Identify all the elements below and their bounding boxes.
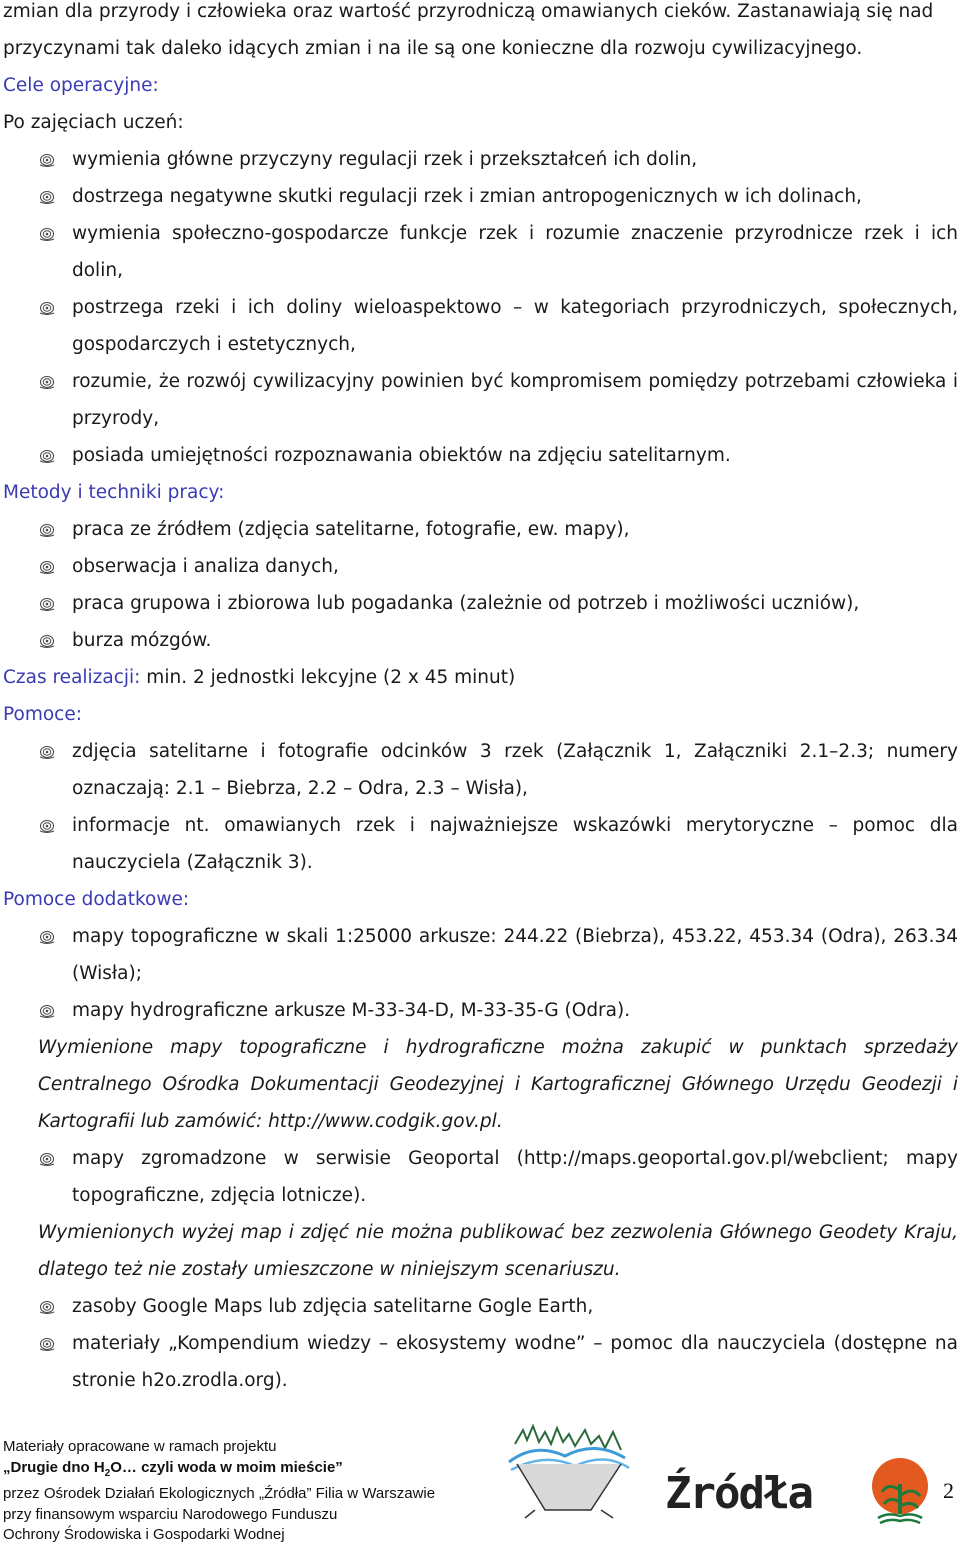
note-maps-purchase: Wymienione mapy topograficzne i hydrograficzne można zakupić w punktach sprzedaży Centralnego Ośrodka Dokumentacji Geodezyjnej i Kartograficznej Głównego Urzędu Geodezji i Kartografii lub zamówić: http://www.codgik.gov.pl.: [38, 1037, 958, 1132]
swirl-bullet-icon: [39, 153, 55, 167]
swirl-bullet-icon: [39, 227, 55, 241]
swirl-bullet-icon: [39, 1004, 55, 1018]
swirl-bullet-icon: [39, 375, 55, 389]
list-item: obserwacja i analiza danych,: [3, 548, 958, 585]
czas-realizacji: [3, 659, 958, 696]
cele-lead: Po zajęciach uczeń:: [3, 112, 184, 133]
section-heading-pomoce-dodatkowe: Pomoce dodatkowe:: [3, 889, 190, 910]
footer-line-5: Ochrony Środowiska i Gospodarki Wodnej: [3, 1526, 285, 1544]
document-body: [3, 0, 958, 1399]
swirl-bullet-icon: [39, 560, 55, 574]
swirl-bullet-icon: [39, 523, 55, 537]
swirl-bullet-icon: [39, 597, 55, 611]
list-item: informacje nt. omawianych rzek i najważniejsze wskazówki merytoryczne – pomoc dla nauczyciela (Załącznik 3).: [3, 807, 958, 881]
nfosigw-logo: [868, 1456, 932, 1526]
list-item: mapy topograficzne w skali 1:25000 arkusze: 244.22 (Biebrza), 453.22, 453.34 (Odra), 263.34 (Wisła);: [3, 918, 958, 992]
swirl-bullet-icon: [39, 449, 55, 463]
swirl-bullet-icon: [39, 930, 55, 944]
swirl-bullet-icon: [39, 190, 55, 204]
zrodla-logo-text: Źródła: [665, 1468, 812, 1519]
czas-value: min. 2 jednostki lekcyjne (2 x 45 minut): [140, 667, 516, 688]
zrodla-logo: [505, 1422, 850, 1520]
footer-credits: [3, 1437, 435, 1546]
list-item: zdjęcia satelitarne i fotografie odcinków 3 rzek (Załącznik 1, Załączniki 2.1–2.3; numery oznaczają: 2.1 – Biebrza, 2.2 – Odra, 2.3 – Wisła),: [3, 733, 958, 807]
swirl-bullet-icon: [39, 1152, 55, 1166]
intro-line-1: zmian dla przyrody i człowieka oraz wartość przyrodniczą omawianych cieków. Zastanawiają się nad: [3, 1, 934, 22]
list-item: praca grupowa i zbiorowa lub pogadanka (zależnie od potrzeb i możliwości uczniów),: [3, 585, 958, 622]
list-item: materiały „Kompendium wiedzy – ekosystemy wodne” – pomoc dla nauczyciela (dostępne na stronie h2o.zrodla.org).: [3, 1325, 958, 1399]
list-item: wymienia społeczno-gospodarcze funkcje rzek i rozumie znaczenie przyrodnicze rzek i ich dolin,: [3, 215, 958, 289]
swirl-bullet-icon: [39, 301, 55, 315]
footer-line-3: przez Ośrodek Działań Ekologicznych „Źródła” Filia w Warszawie: [3, 1485, 436, 1503]
list-item: mapy zgromadzone w serwisie Geoportal (http://maps.geoportal.gov.pl/webclient; mapy topograficzne, zdjęcia lotnicze).: [3, 1140, 958, 1214]
note-publication: Wymienionych wyżej map i zdjęć nie można publikować bez zezwolenia Głównego Geodety Kraju, dlatego też nie zostały umieszczone w niniejszym scenariuszu.: [38, 1222, 958, 1280]
section-heading-metody: Metody i techniki pracy:: [3, 482, 225, 503]
swirl-bullet-icon: [39, 634, 55, 648]
list-item: wymienia główne przyczyny regulacji rzek i przekształceń ich dolin,: [3, 141, 958, 178]
swirl-bullet-icon: [39, 1300, 55, 1314]
swirl-bullet-icon: [39, 819, 55, 833]
czas-label: Czas realizacji:: [3, 667, 141, 688]
swirl-bullet-icon: [39, 745, 55, 759]
list-item: postrzega rzeki i ich doliny wieloaspektowo – w kategoriach przyrodniczych, społecznych, gospodarczych i estetycznych,: [3, 289, 958, 363]
list-item: posiada umiejętności rozpoznawania obiektów na zdjęciu satelitarnym.: [3, 437, 958, 474]
list-item: burza mózgów.: [3, 622, 958, 659]
footer-line-1: Materiały opracowane w ramach projektu: [3, 1438, 277, 1455]
list-item: dostrzega negatywne skutki regulacji rzek i zmian antropogenicznych w ich dolinach,: [3, 178, 958, 215]
page-footer: [0, 1434, 960, 1548]
section-heading-pomoce: Pomoce:: [3, 704, 82, 725]
footer-project-title: „Drugie dno $H_2O\dots$ czyli woda w moim mieście”: [3, 1458, 343, 1479]
section-heading-cele: Cele operacyjne:: [3, 75, 159, 96]
intro-line-2: przyczynami tak daleko idących zmian i na ile są one konieczne dla rozwoju cywilizacyjnego.: [3, 38, 863, 59]
list-item: mapy hydrograficzne arkusze M-33-34-D, M-33-35-G (Odra).: [3, 992, 958, 1029]
list-item: rozumie, że rozwój cywilizacyjny powinien być kompromisem pomiędzy potrzebami człowieka i przyrody,: [3, 363, 958, 437]
list-item: praca ze źródłem (zdjęcia satelitarne, fotografie, ew. mapy),: [3, 511, 958, 548]
list-item: zasoby Google Maps lub zdjęcia satelitarne Gogle Earth,: [3, 1288, 958, 1325]
swirl-bullet-icon: [39, 1337, 55, 1351]
footer-line-4: przy finansowym wsparciu Narodowego Funduszu: [3, 1505, 338, 1523]
page-number: 2: [943, 1478, 954, 1503]
